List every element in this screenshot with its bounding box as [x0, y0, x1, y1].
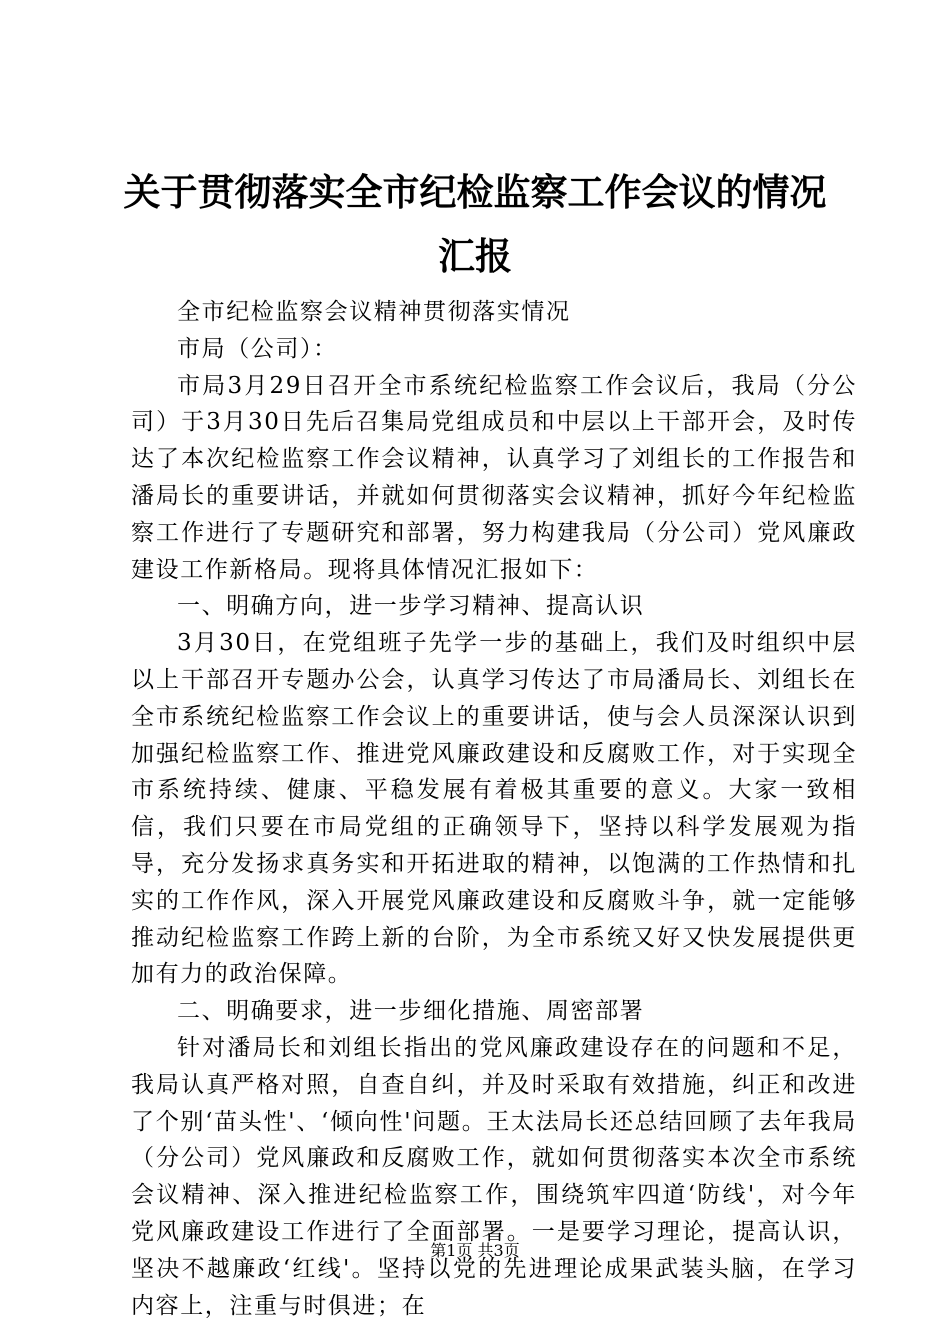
paragraph-salutation: 市局（公司）：	[177, 335, 338, 362]
document-title: 关于贯彻落实全市纪检监察工作会议的情况汇报	[123, 170, 827, 278]
paragraph-section-2: 针对潘局长和刘组长指出的党风廉政建设存在的问题和不足，我局认真严格对照，自查自纠，并及时采取有效措施，纠正和改进了个别‘苗头性'、‘倾向性'问题。王太法局长还总结回顾了去年我局（分公司）党风廉政和反腐败工作，就如何贯彻落实本次全市系统会议精神、深入推进纪检监察工作，围绕筑牢四道‘防线'，对今年党风廉政建设工作进行了全面部署。一是要学习理论，提高认识，坚决不越廉政‘红线'。坚持以党的先进理论成果武装头脑，在学习内容上，注重与时俱进；在	[131, 1034, 857, 1319]
paragraph-section-1: 3月30日，在党组班子先学一步的基础上，我们及时组织中层以上干部召开专题办公会，认真学习传达了市局潘局长、刘组长在全市系统纪检监察工作会议上的重要讲话，使与会人员深深认识到加强纪检监察工作、推进党风廉政建设和反腐败工作，对于实现全市系统持续、健康、平稳发展有着极其重要的意义。大家一致相信，我们只要在市局党组的正确领导下，坚持以科学发展观为指导，充分发扬求真务实和开拓进取的精神，以饱满的工作热情和扎实的工作作风，深入开展党风廉政建设和反腐败斗争，就一定能够推动纪检监察工作跨上新的台阶，为全市系统又好又快发展提供更加有力的政治保障。	[131, 630, 857, 988]
page-number-footer: 第1页 共3页	[430, 1241, 520, 1260]
paragraph-subtitle: 全市纪检监察会议精神贯彻落实情况	[177, 299, 571, 325]
document-body	[131, 294, 857, 1324]
paragraph-intro: 市局3月29日召开全市系统纪检监察工作会议后，我局（分公司）于3月30日先后召集局党组成员和中层以上干部开会，及时传达了本次纪检监察工作会议精神，认真学习了刘组长的工作报告和潘局长的重要讲话，并就如何贯彻落实会议精神，抓好今年纪检监察工作进行了专题研究和部署，努力构建我局（分公司）党风廉政建设工作新格局。现将具体情况汇报如下：	[131, 372, 857, 583]
section-heading-2: 二、明确要求，进一步细化措施、周密部署	[177, 998, 645, 1025]
section-heading-1: 一、明确方向，进一步学习精神、提高认识	[177, 593, 645, 620]
